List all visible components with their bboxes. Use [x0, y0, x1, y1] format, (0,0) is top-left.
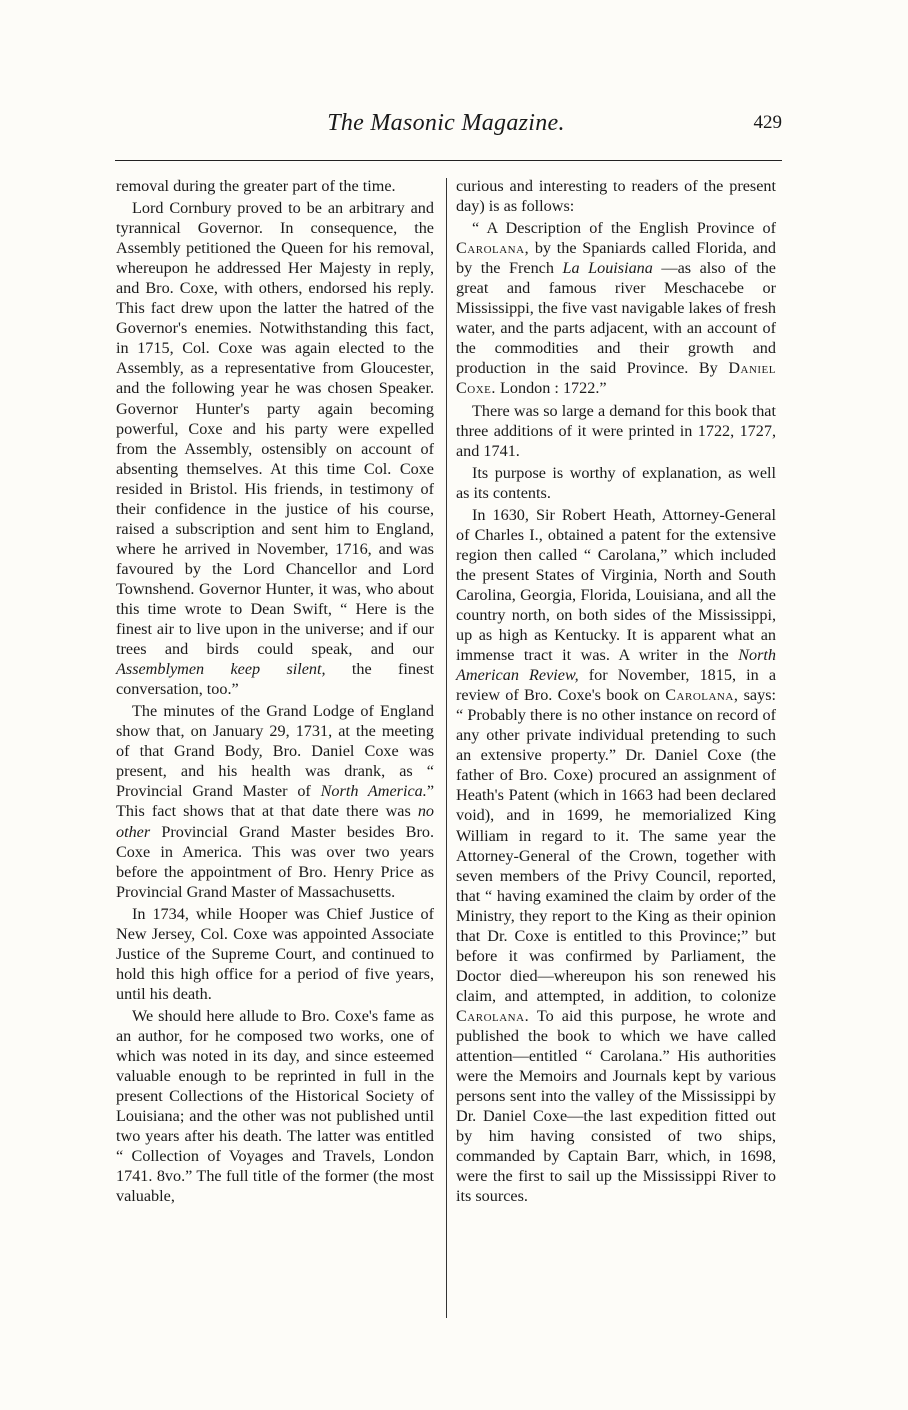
- text-run: ” This fact shows that at that date there was: [116, 782, 434, 821]
- italic-run: North American Review,: [456, 646, 776, 685]
- left-column: [116, 176, 434, 1208]
- paragraph: removal during the greater part of the time.: [116, 177, 396, 195]
- text-run: for November, 1815, in a review of Bro. Coxe's book on: [456, 666, 777, 705]
- small-caps-run: Carolana,: [456, 239, 530, 258]
- small-caps-run: Carolana,: [665, 686, 739, 705]
- text-run: In 1630, Sir Robert Heath, Attorney-General of Charles I., obtained a patent for the extensive region then called “ Carolana,” which included the present States of Virginia, North and South Carolina, Georgia, Florida, Louisiana, and all the country north, on both sides of the Mississippi, up as high as Kentucky. It is apparent what an immense tract it was. A writer in the: [456, 505, 776, 665]
- text-run: —as also of the great and famous river Meschacebe or Mississippi, the five vast navigable lakes of fresh water, and the parts adjacent, with an account of the commodities and their growth and production in the said Province. By: [456, 259, 776, 378]
- paragraph: We should here allude to Bro. Coxe's fame as an author, for he composed two works, one of which was noted in its day, and since esteemed valuable enough to be reprinted in full in the present Collections of the Historical Society of Louisiana; and the other was not published until two years after his death. The latter was entitled “ Collection of Voyages and Travels, London 1741. 8vo.” The full title of the former (the most valuable,: [116, 1006, 434, 1206]
- paragraph: [456, 505, 776, 1207]
- paragraph: curious and interesting to readers of the present day) is as follows:: [456, 177, 776, 216]
- text-run: by the Spaniards called Florida, and by the French: [456, 239, 776, 278]
- page-number: 429: [753, 112, 782, 133]
- italic-run: La Louisiana: [562, 259, 653, 278]
- small-caps-run: Daniel Coxe.: [456, 359, 776, 398]
- text-run: To aid this purpose, he wrote and published the book to which we have called attention—entitled “ Carolana.” His authorities were the Memoirs and Journals kept by various persons sent into the valley of the Mississippi by Dr. Daniel Coxe—the last expedition fitted out by him having consisted of two ships, commanded by Captain Barr, which, in 1698, were the first to sail up the Mississippi River to its sources.: [456, 1006, 776, 1206]
- small-caps-run: Carolana.: [456, 1006, 530, 1025]
- paragraph: [116, 198, 434, 699]
- italic-run: no other: [116, 802, 434, 841]
- running-title: The Masonic Magazine.: [327, 110, 565, 136]
- text-run: “ A Description of the English Province of: [472, 219, 776, 238]
- text-run: Provincial Grand Master besides Bro. Coxe in America. This was over two years before the appointment of Bro. Henry Price as Provincial Grand Master of Massachusetts.: [116, 822, 434, 901]
- text-run: London : 1722.”: [495, 379, 607, 398]
- paragraph: Its purpose is worthy of explanation, as well as its contents.: [456, 463, 776, 502]
- text-run: says: “ Probably there is no other instance on record of any other private individual pretending to such an extensive property.” Dr. Daniel Coxe (the father of Bro. Coxe) procured an assignment of Heath's Patent (which in 1663 had been declared void), and in 1699, he memorialized King William in regard to it. The same year the Attorney-General of the Crown, together with seven members of the Privy Council, reported, that “ having examined the claim by order of the Ministry, they report to the King as their opinion that Dr. Coxe is entitled to this Province;” but before it was confirmed by Parliament, the Doctor died—whereupon his son renewed his claim, and attempted, in addition, to colonize: [456, 686, 776, 1005]
- column-divider: [446, 178, 447, 1318]
- paragraph: [456, 218, 776, 398]
- paragraph: There was so large a demand for this book that three additions of it were printed in 1722, 1727, and 1741.: [456, 401, 776, 460]
- page-header: [110, 110, 782, 144]
- paragraph: In 1734, while Hooper was Chief Justice of New Jersey, Col. Coxe was appointed Associate Justice of the Supreme Court, and continued to hold this high office for a period of five years, until his death.: [116, 904, 434, 1003]
- italic-run: North America.: [320, 782, 427, 801]
- text-run: the finest conversation, too.”: [116, 660, 434, 699]
- header-rule: [115, 160, 782, 161]
- right-column: [456, 176, 776, 1208]
- text-run: Lord Cornbury proved to be an arbitrary and tyrannical Governor. In consequence, the Assembly petitioned the Queen for his removal, whereupon he addressed Her Majesty in reply, and Bro. Coxe, with others, endorsed his reply. This fact drew upon the latter the hatred of the Governor's enemies. Notwithstanding this fact, in 1715, Col. Coxe was again elected to the Assembly, as a representative from Gloucester, and the following year he was chosen Speaker. Governor Hunter's party again becoming powerful, Coxe and his party were expelled from the Assembly, ostensibly on account of absenting themselves. At this time Col. Coxe resided in Bristol. His friends, in testimony of their confidence in the justice of his course, raised a subscription and sent him to England, where he arrived in November, 1716, and was favoured by the Lord Chancellor and Lord Townshend. Governor Hunter, it was, who about this time wrote to Dean Swift, “ Here is the finest air to live upon in the universe; and if our trees and birds could speak, and our: [116, 199, 434, 659]
- italic-run: Assemblymen keep silent,: [116, 660, 326, 679]
- text-run: The minutes of the Grand Lodge of England show that, on January 29, 1731, at the meeting of that Grand Body, Bro. Daniel Coxe was present, and his health was drank, as “ Provincial Grand Master of: [116, 702, 434, 801]
- paragraph: [116, 701, 434, 901]
